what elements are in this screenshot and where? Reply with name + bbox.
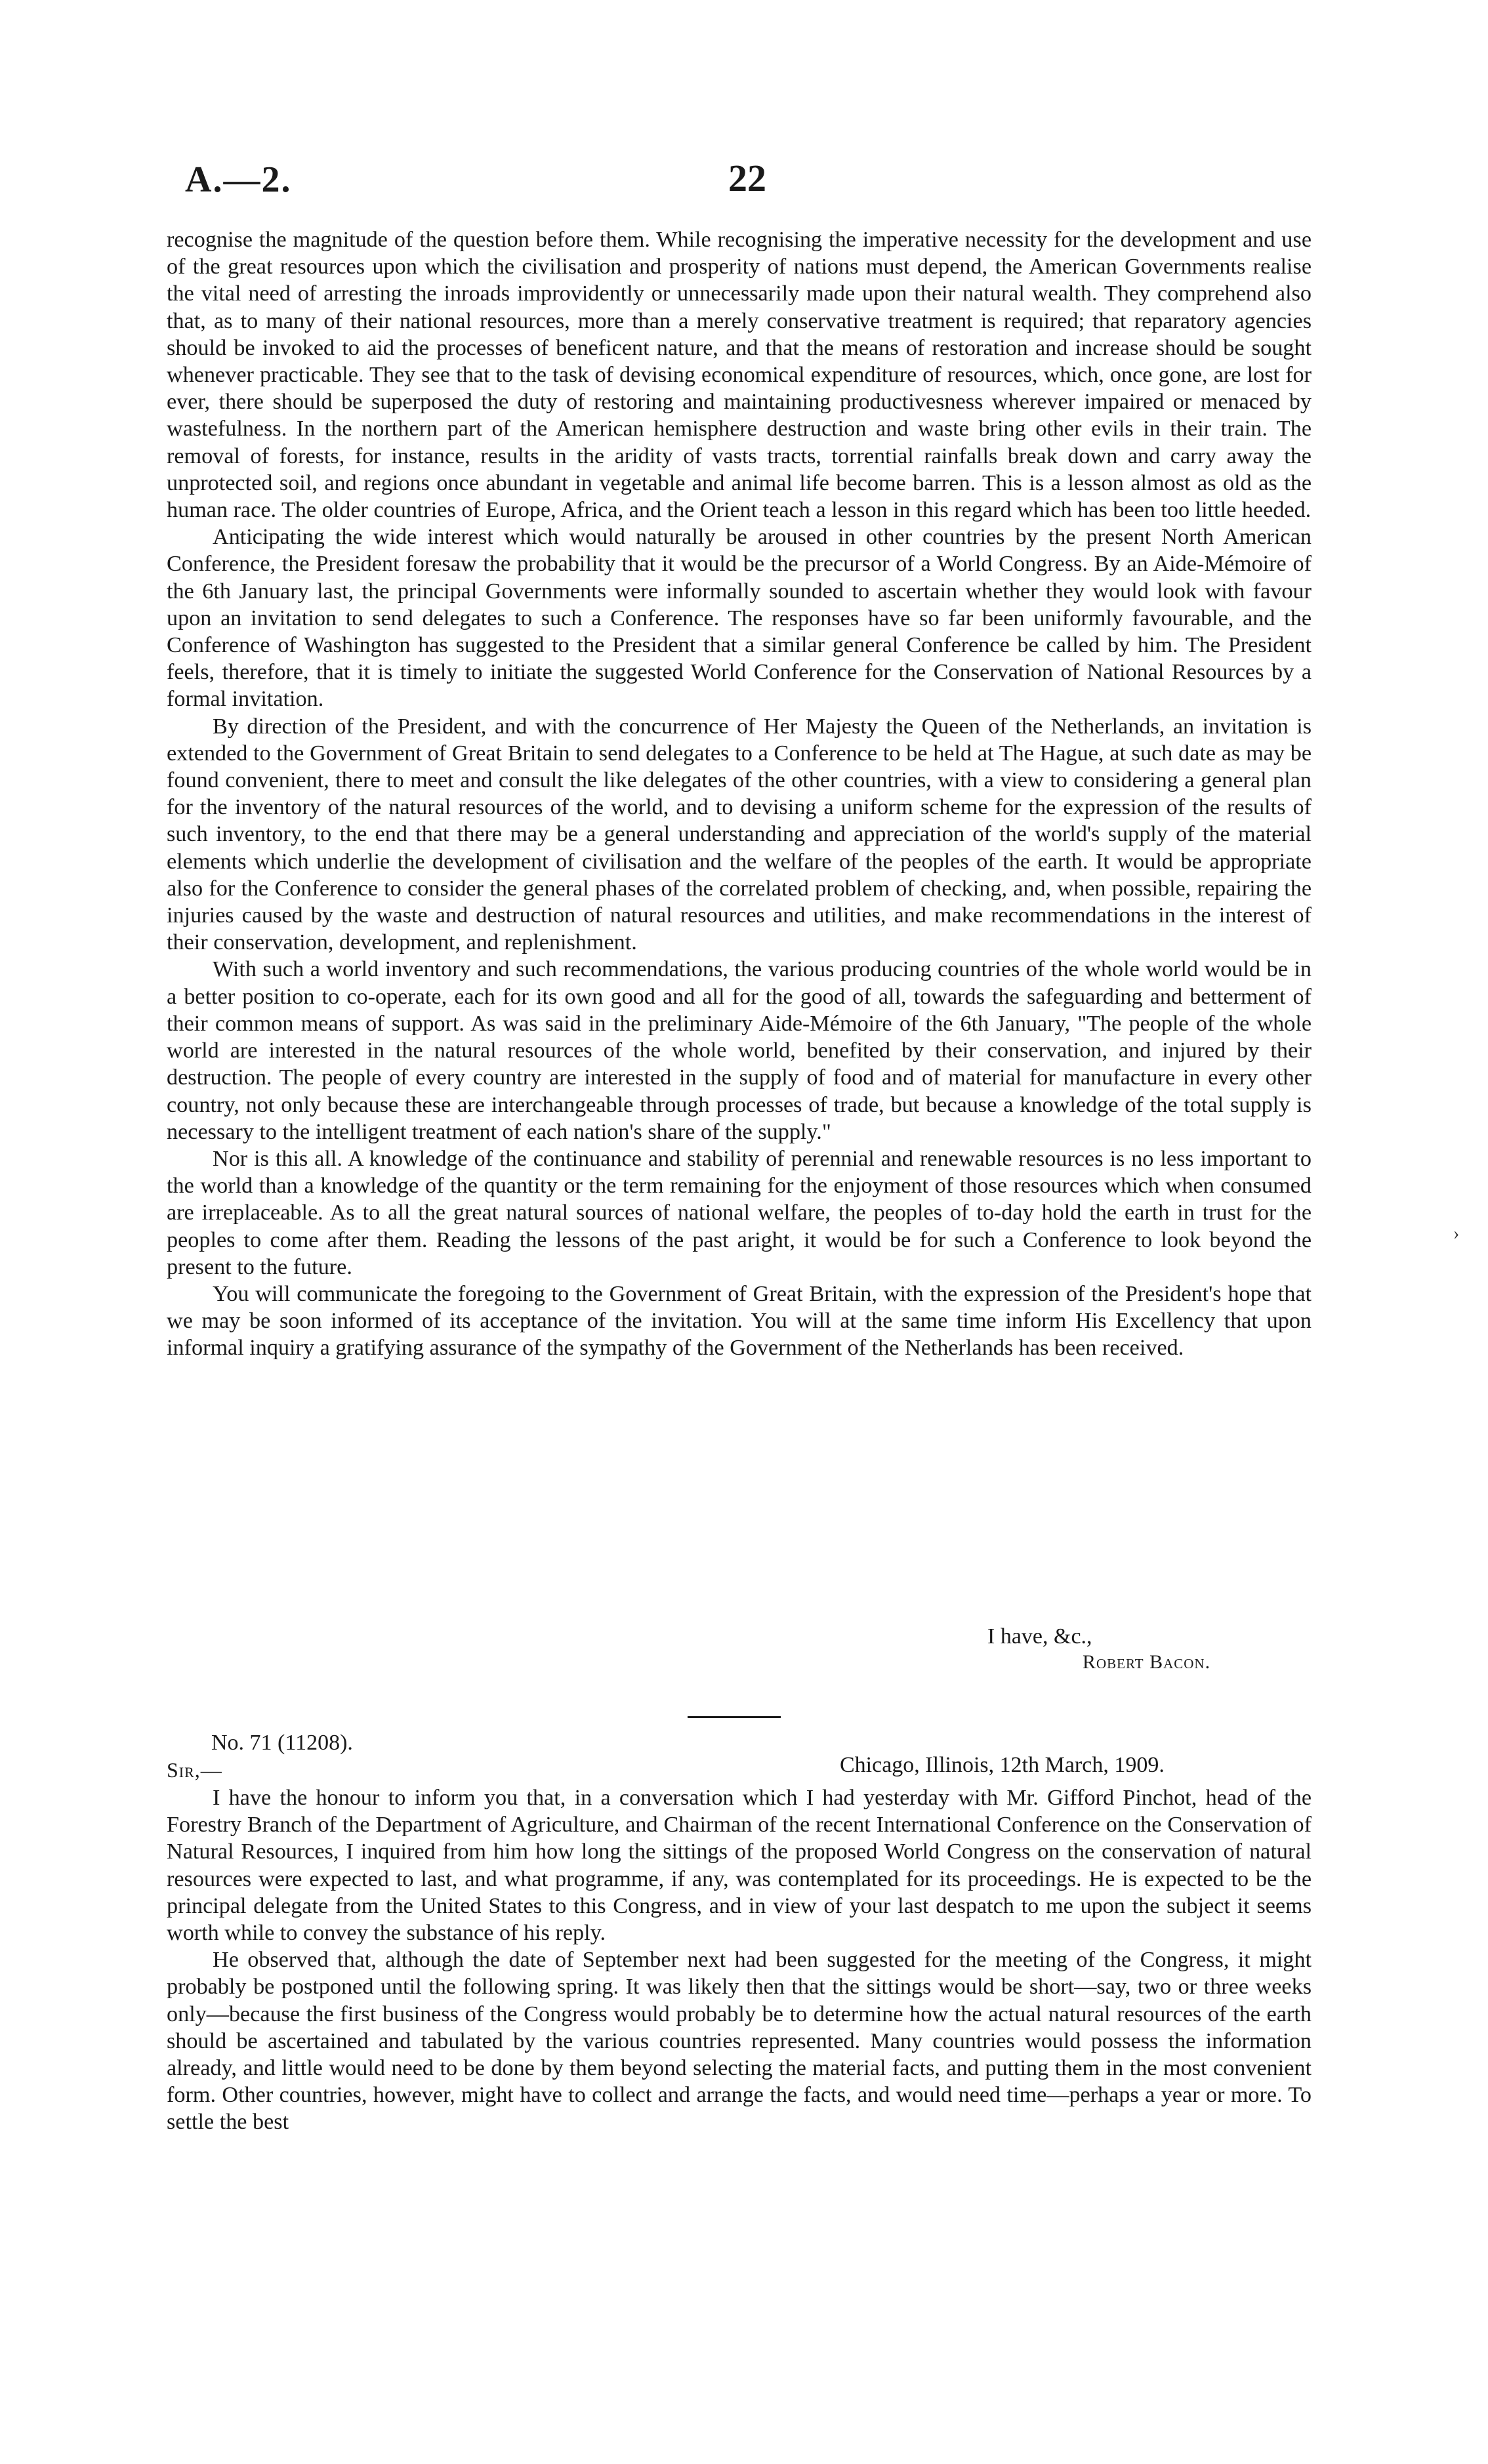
dateline: Chicago, Illinois, 12th March, 1909. <box>840 1753 1165 1777</box>
paragraph: With such a world inventory and such recommendations, the various producing countries of the whole world would be in a better position to co-operate, each for its own good and all for the good of all, towards the safeguarding and betterment of their common means of support. As was said in the preliminary Aide-Mémoire of the 6th January, "The people of the whole world are interested in the natural resources of the whole world, benefited by their conservation, and injured by their destruction. The people of every country are interested in the supply of food and of material for manufacture in every other country, not only because these are interchangeable through processes of trade, but because a knowledge of the total supply is necessary to the intelligent treatment of each nation's share of the supply." <box>167 957 1312 1144</box>
letter-1-body <box>167 226 1312 1362</box>
letter-number: No. 71 (11208). <box>211 1731 353 1755</box>
closing-line: I have, &c., <box>987 1624 1092 1649</box>
paragraph: You will communicate the foregoing to the Government of Great Britain, with the expression of the President's hope that we may be soon informed of its acceptance of the invitation. You will at the same time inform His Excellency that upon informal inquiry a gratifying assurance of the sympathy of the Government of the Netherlands has been received. <box>167 1281 1312 1361</box>
paragraph: Anticipating the wide interest which would naturally be aroused in other countries by the present North American Conference, the President foresaw the probability that it would be the precursor of a World Congress. By an Aide-Mémoire of the 6th January last, the principal Governments were informally sounded to ascertain whether they would look with favour upon an invitation to send delegates to such a Conference. The responses have so far been uniformly favourable, and the Conference of Washington has suggested to the President that a similar general Conference be called by him. The President feels, therefore, that it is timely to initiate the suggested World Conference for the Conservation of National Resources by a formal invitation. <box>167 525 1312 712</box>
paragraph: He observed that, although the date of September next had been suggested for the meeting of the Congress, it might probably be postponed until the following spring. It was likely then that the sittings would be short—say, two or three weeks only—because the first business of the Congress would probably be to determine how the actual natural resources of the earth should be ascertained and tabulated by the various countries represented. Many countries would possess the information already, and little would need to be done by them beyond selecting the material facts, and putting them in the most convenient form. Other countries, however, might have to collect and arrange the facts, and would need time—perhaps a year or more. To settle the best <box>167 1948 1312 2135</box>
margin-mark: › <box>1453 1223 1460 1244</box>
paragraph: By direction of the President, and with the concurrence of Her Majesty the Queen of the Netherlands, an invitation is extended to the Government of Great Britain to send delegates to a Conference to be held at The Hague, at such date as may be found convenient, there to meet and consult the like delegates of the other countries, with a view to considering a general plan for the inventory of the natural resources of the world, and to devising a uniform scheme for the expression of the results of such inventory, to the end that there may be a general understanding and appreciation of the world's supply of the material elements which underlie the development of civilisation and the welfare of the peoples of the earth. It would be appropriate also for the Conference to consider the general phases of the correlated problem of checking, and, when possible, repairing the injuries caused by the waste and destruction of natural resources and utilities, and make recommendations in the interest of their conservation, development, and replenishment. <box>167 714 1312 955</box>
paragraph: I have the honour to inform you that, in a conversation which I had yesterday with Mr. Gifford Pinchot, head of the Forestry Branch of the Department of Agriculture, and Chairman of the recent International Conference on the Conservation of Natural Resources, I inquired from him how long the sittings of the proposed World Congress on the conservation of natural resources were expected to last, and what programme, if any, was contemplated for its proceedings. He is expected to be the principal delegate from the United States to this Congress, and in view of your last despatch to me upon the subject it seems worth while to convey the substance of his reply. <box>167 1786 1312 1946</box>
signature: Robert Bacon. <box>1083 1651 1211 1673</box>
section-divider <box>688 1716 781 1718</box>
page-reference: A.—2. <box>185 159 292 200</box>
letter-2-body <box>167 1784 1312 2136</box>
salutation: Sir,— <box>167 1758 222 1782</box>
paragraph: recognise the magnitude of the question before them. While recognising the imperative necessity for the development and use of the great resources upon which the civilisation and prosperity of nations must depend, the American Governments realise the vital need of arresting the inroads improvidently or unnecessarily made upon their natural wealth. They comprehend also that, as to many of their national resources, more than a merely conservative treatment is required; that reparatory agencies should be invoked to aid the processes of beneficent nature, and that the means of restoration and increase should be sought whenever practicable. They see that to the task of devising economical expenditure of resources, which, once gone, are lost for ever, there should be superposed the duty of restoring and maintaining productivesness wherever impaired or menaced by wastefulness. In the northern part of the American hemisphere destruction and waste bring other evils in their train. The removal of forests, for instance, results in the aridity of vasts tracts, torrential rainfalls break down and carry away the unprotected soil, and regions once abundant in vegetable and animal life become barren. This is a lesson almost as old as the human race. The older countries of Europe, Africa, and the Orient teach a lesson in this regard which has been too little heeded. <box>167 228 1312 523</box>
paragraph: Nor is this all. A knowledge of the continuance and stability of perennial and renewable resources is no less important to the world than a knowledge of the quantity or the term remaining for the enjoyment of those resources which when consumed are irreplaceable. As to all the great natural sources of national welfare, the peoples of to-day hold the earth in trust for the peoples to come after them. Reading the lessons of the past aright, it would be for such a Conference to look beyond the present to the future. <box>167 1146 1312 1279</box>
page-number: 22 <box>728 157 766 199</box>
